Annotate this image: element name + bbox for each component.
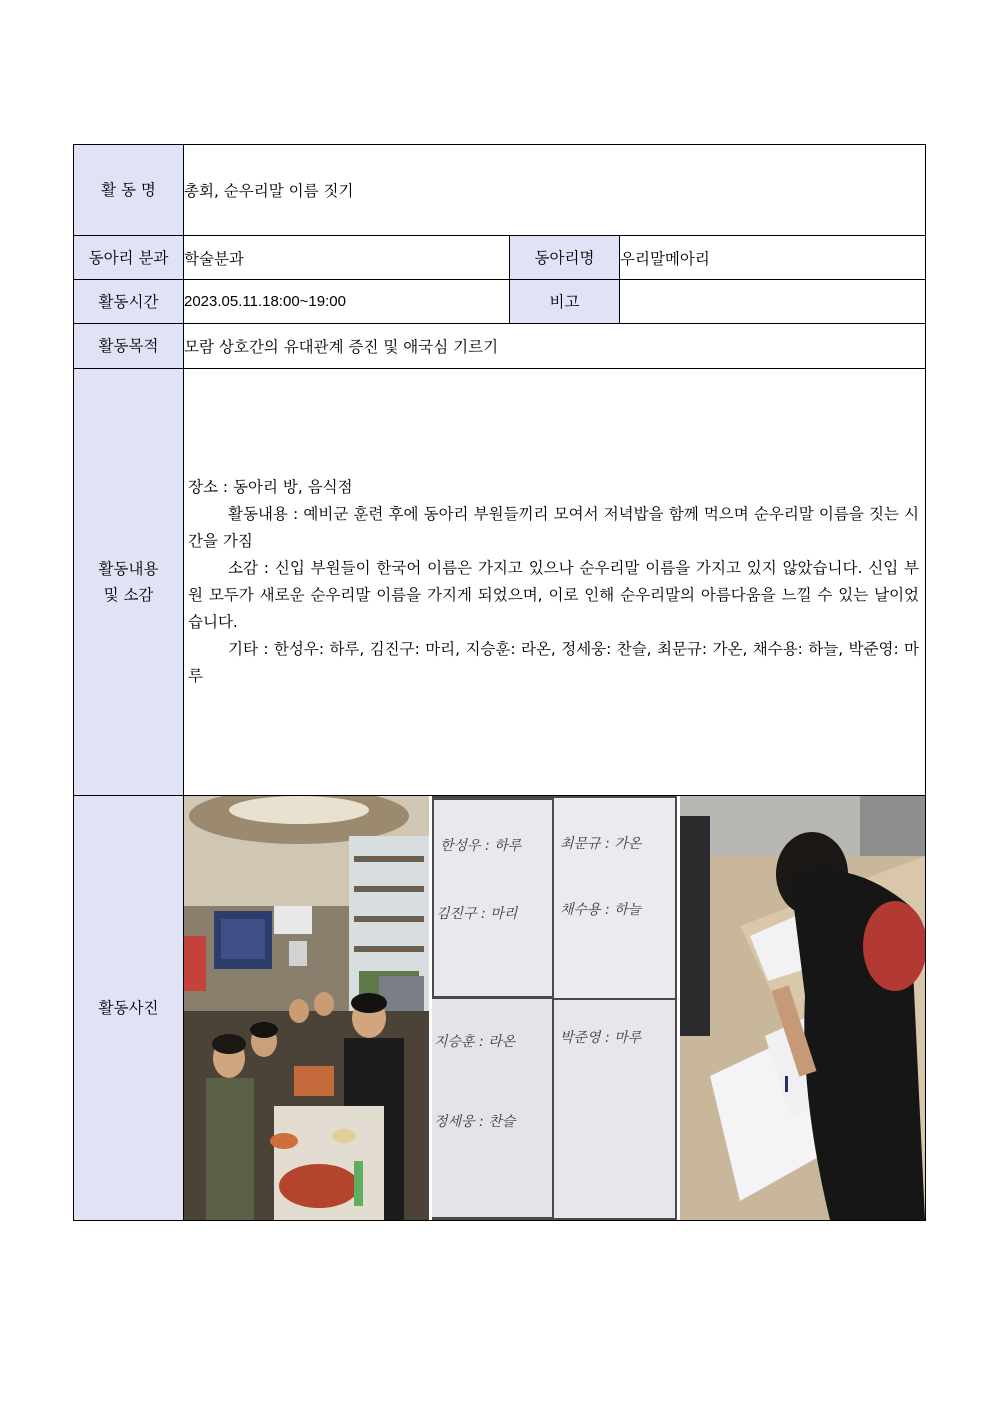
content-etc: 기타 : 한성우: 하루, 김진구: 마리, 지승훈: 라온, 정세웅: 찬슬, 최문규: 가온, 채수용: 하늘, 박준영: 마루 [188,640,920,685]
writing-names-photo [677,796,925,1220]
remarks-value [620,280,926,324]
purpose-value: 모람 상호간의 유대관계 증진 및 애국심 기르기 [184,324,926,369]
sheet-name-2: 최문규 : 가온 [560,836,642,852]
remarks-label: 비고 [510,280,620,324]
photos-cell [184,796,926,1221]
content-label [74,369,184,796]
purpose-label: 활동목적 [74,324,184,369]
content-activity: 활동내용 : 예비군 훈련 후에 동아리 부원들끼리 모여서 저녁밥을 함께 먹으며 순우리말 이름을 짓는 시간을 가짐 [188,505,920,550]
sheet-name-7: 정세웅 : 찬슬 [434,1114,516,1130]
club-name-label: 동아리명 [510,236,620,280]
content-label-line2: 및 소감 [103,586,154,604]
club-name-value: 우리말메아리 [620,236,926,280]
club-category-value: 학술분과 [184,236,510,280]
sheet-name-1: 한성우 : 하루 [440,838,522,854]
activity-name-label: 활 동 명 [74,145,184,236]
club-category-label: 동아리 분과 [74,236,184,280]
sheet-name-4: 채수용 : 하늘 [560,902,642,918]
content-place: 장소 : 동아리 방, 음식점 [188,478,353,496]
activity-time-label: 활동시간 [74,280,184,324]
content-impression: 소감 : 신입 부원들이 한국어 이름은 가지고 있으나 순우리말 이름을 가지고 있지 않았습니다. 신입 부원 모두가 새로운 순우리말 이름을 가지게 되었으며, 이로 인해 순우리말의 아름다움을 느낄 수 있는 날이었습니다. [188,559,920,631]
activity-time-value: 2023.05.11.18:00~19:00 [184,280,510,324]
photos-label: 활동사진 [74,796,184,1221]
content-value [184,369,926,796]
sheet-name-3: 김진구 : 마리 [436,906,518,922]
name-sheets-photo [429,796,677,1220]
activity-report-table [73,144,926,1221]
content-label-line1: 활동내용 [98,560,159,578]
activity-name-value: 총회, 순우리말 이름 짓기 [184,145,926,236]
sheet-name-5: 지승훈 : 라온 [434,1034,516,1050]
restaurant-group-photo [184,796,429,1220]
sheet-name-6: 박준영 : 마루 [560,1030,642,1046]
